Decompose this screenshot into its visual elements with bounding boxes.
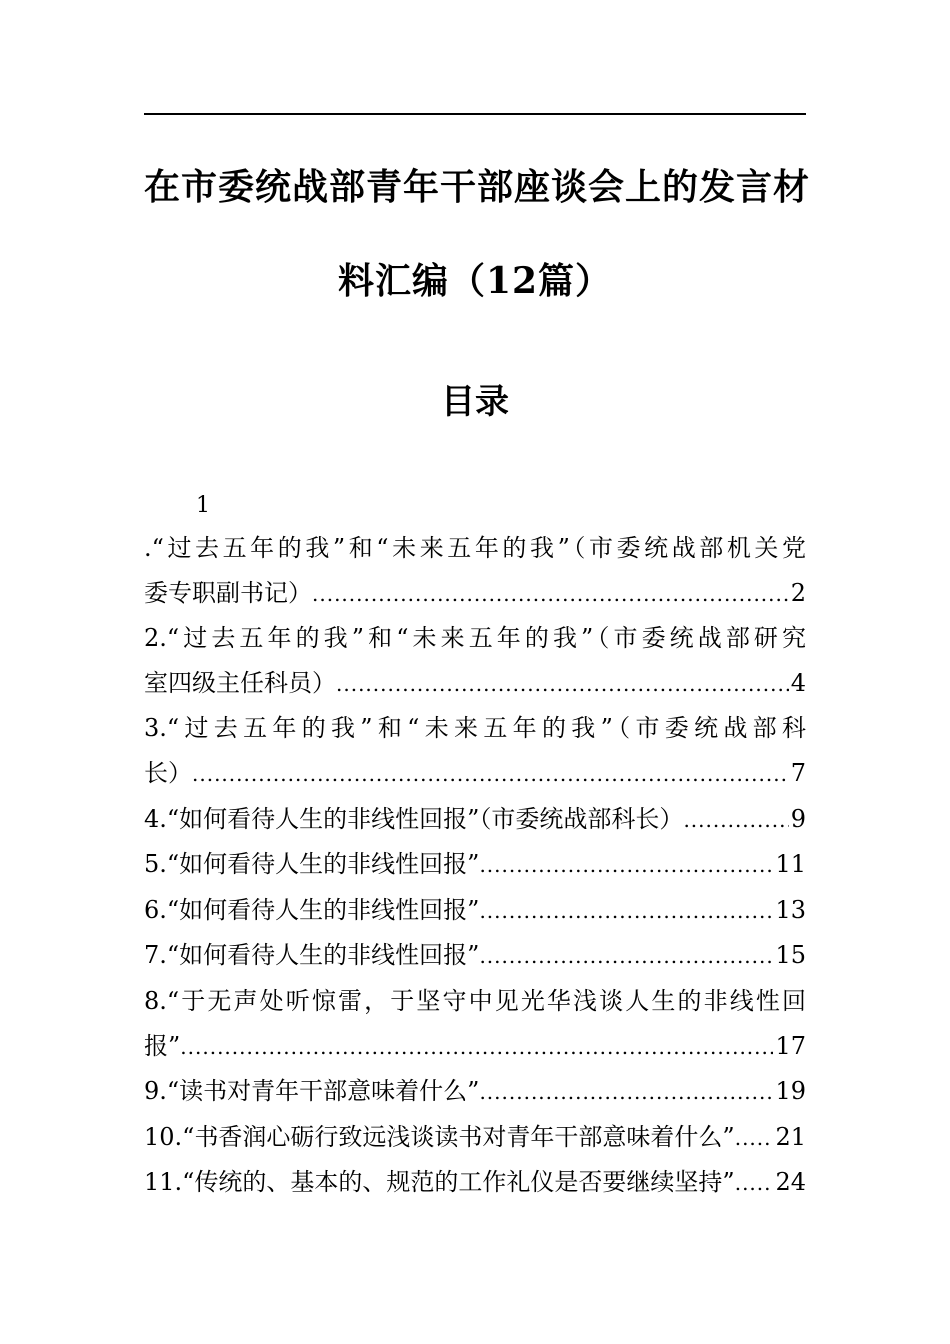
toc-entry-text: 6.“如何看待人生的非线性回报”	[144, 895, 480, 924]
document-title	[144, 140, 811, 328]
dot-leader	[479, 1070, 773, 1115]
dot-leader	[683, 798, 788, 843]
title-line-2: 料汇编（12篇）	[337, 260, 613, 302]
toc-page-number: 17	[775, 1031, 806, 1060]
toc-entry-text: .“过去五年的我”和“未来五年的我”（市委统战部机关党	[144, 534, 806, 562]
toc-entry-text: 8.“于无声处听惊雷，于坚守中见光华浅谈人生的非线性回	[144, 986, 806, 1015]
toc-page-number: 21	[775, 1122, 806, 1151]
toc-page-number: 2	[790, 578, 806, 607]
toc-entry-text-cont: 室四级主任科员）	[144, 668, 336, 697]
toc-heading: 目录	[441, 382, 509, 422]
toc-page-number: 24	[775, 1168, 806, 1197]
toc-entry[interactable]	[144, 888, 806, 934]
toc-entry-text: 7.“如何看待人生的非线性回报”	[144, 941, 480, 970]
toc-entry[interactable]	[144, 1115, 806, 1161]
toc-entry-text-cont: 长）	[144, 758, 192, 787]
header-rule	[144, 113, 806, 115]
dot-leader	[336, 662, 789, 707]
toc-entry-text: 3.“过去五年的我”和“未来五年的我”（市委统战部科	[144, 714, 806, 743]
toc-entry[interactable]	[144, 526, 806, 616]
toc-page-number: 13	[775, 895, 806, 924]
dot-leader	[192, 752, 789, 797]
toc-entry[interactable]	[144, 1069, 806, 1115]
toc-entry-text: 11.“传统的、基本的、规范的工作礼仪是否要继续坚持”	[144, 1168, 735, 1197]
toc-entry-text: 4.“如何看待人生的非线性回报”（市委统战部科长）	[144, 804, 684, 833]
toc-entry[interactable]	[144, 616, 806, 706]
toc-entry[interactable]	[144, 933, 806, 979]
dot-leader	[479, 843, 773, 888]
toc-entry-text: 5.“如何看待人生的非线性回报”	[144, 850, 480, 879]
dot-leader	[312, 572, 789, 617]
title-line-1: 在市委统战部青年干部座谈会上的发言材	[144, 166, 811, 208]
toc-page-number: 9	[790, 804, 806, 833]
toc-entry[interactable]	[144, 842, 806, 888]
dot-leader	[735, 1161, 774, 1206]
toc-entry[interactable]	[144, 797, 806, 843]
toc-entry-text: 9.“读书对青年干部意味着什么”	[144, 1077, 480, 1106]
dot-leader	[479, 889, 773, 934]
toc-entry-text: 2.“过去五年的我”和“未来五年的我”（市委统战部研究	[144, 624, 806, 653]
toc-page-number: 11	[775, 850, 806, 879]
toc-page-number: 7	[790, 758, 806, 787]
stray-number: 1	[196, 493, 210, 518]
toc-page-number: 4	[790, 668, 806, 697]
toc-entry[interactable]	[144, 1160, 806, 1206]
toc-entry-text-cont: 报”	[144, 1031, 181, 1060]
dot-leader	[479, 934, 773, 979]
dot-leader	[735, 1116, 774, 1161]
table-of-contents	[144, 486, 806, 1206]
toc-entry-text: 10.“书香润心砺行致远浅谈读书对青年干部意味着什么”	[144, 1122, 735, 1151]
toc-page-number: 15	[775, 941, 806, 970]
toc-entry-text-cont: 委专职副书记）	[144, 578, 312, 607]
toc-page-number: 19	[775, 1077, 806, 1106]
dot-leader	[180, 1025, 773, 1070]
toc-entry[interactable]	[144, 979, 806, 1069]
toc-entry[interactable]	[144, 706, 806, 796]
